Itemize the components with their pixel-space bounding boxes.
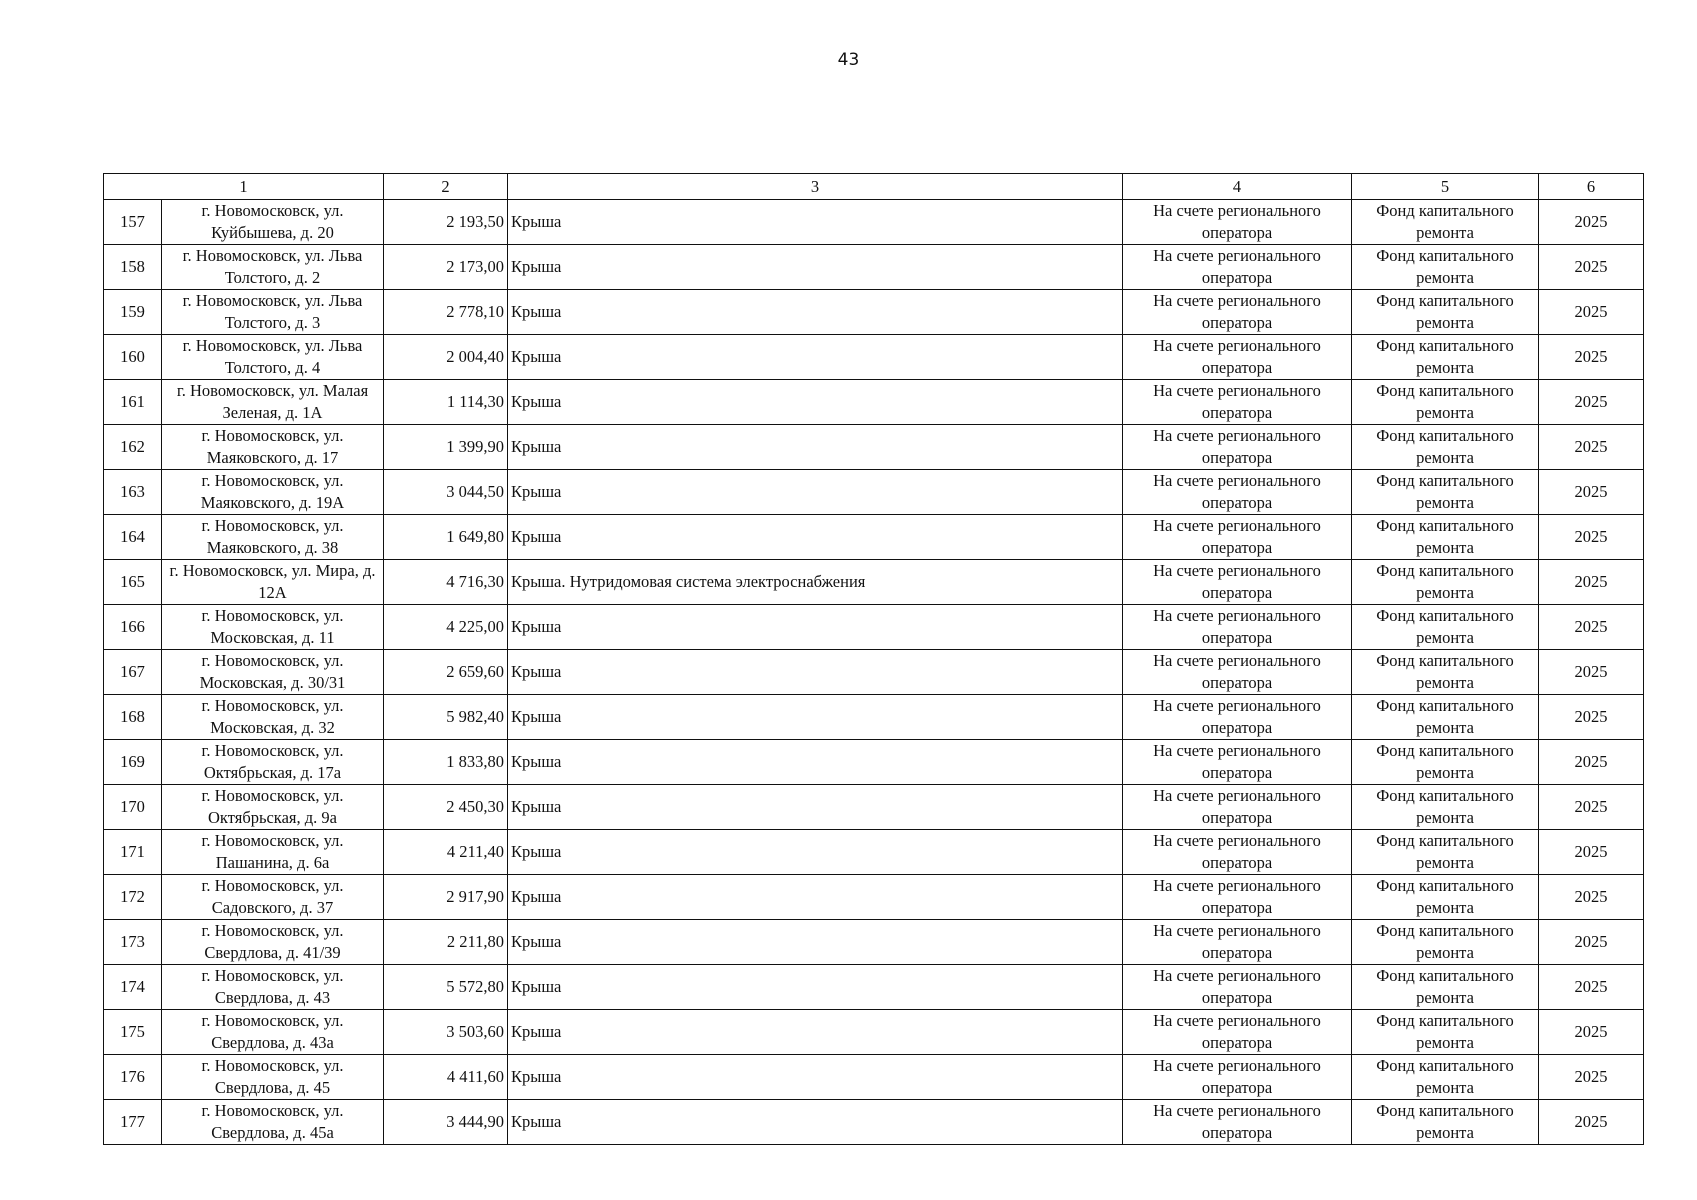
table-row bbox=[104, 1010, 1644, 1055]
header-col-2: 2 bbox=[384, 174, 508, 200]
row-number: 164 bbox=[104, 515, 162, 560]
year-cell: 2025 bbox=[1539, 1010, 1644, 1055]
table-row bbox=[104, 830, 1644, 875]
year-cell: 2025 bbox=[1539, 380, 1644, 425]
works-cell: Крыша bbox=[508, 605, 1123, 650]
table-row bbox=[104, 290, 1644, 335]
row-number: 168 bbox=[104, 695, 162, 740]
area-cell: 3 503,60 bbox=[384, 1010, 508, 1055]
table-row bbox=[104, 380, 1644, 425]
table-row bbox=[104, 1100, 1644, 1145]
account-cell: На счете регионального оператора bbox=[1123, 875, 1352, 920]
funding-source-cell: Фонд капитального ремонта bbox=[1352, 650, 1539, 695]
year-cell: 2025 bbox=[1539, 830, 1644, 875]
works-cell: Крыша bbox=[508, 335, 1123, 380]
funding-source-cell: Фонд капитального ремонта bbox=[1352, 470, 1539, 515]
table-row bbox=[104, 650, 1644, 695]
year-cell: 2025 bbox=[1539, 1055, 1644, 1100]
area-cell: 1 649,80 bbox=[384, 515, 508, 560]
works-cell: Крыша bbox=[508, 740, 1123, 785]
table-row bbox=[104, 425, 1644, 470]
account-cell: На счете регионального оператора bbox=[1123, 290, 1352, 335]
year-cell: 2025 bbox=[1539, 515, 1644, 560]
address-cell: г. Новомосковск, ул. Московская, д. 30/31 bbox=[162, 650, 384, 695]
account-cell: На счете регионального оператора bbox=[1123, 335, 1352, 380]
year-cell: 2025 bbox=[1539, 875, 1644, 920]
works-cell: Крыша bbox=[508, 785, 1123, 830]
year-cell: 2025 bbox=[1539, 425, 1644, 470]
funding-source-cell: Фонд капитального ремонта bbox=[1352, 830, 1539, 875]
funding-source-cell: Фонд капитального ремонта bbox=[1352, 560, 1539, 605]
header-col-1: 1 bbox=[104, 174, 384, 200]
header-col-4: 4 bbox=[1123, 174, 1352, 200]
funding-source-cell: Фонд капитального ремонта bbox=[1352, 335, 1539, 380]
funding-source-cell: Фонд капитального ремонта bbox=[1352, 965, 1539, 1010]
table-row bbox=[104, 785, 1644, 830]
account-cell: На счете регионального оператора bbox=[1123, 245, 1352, 290]
address-cell: г. Новомосковск, ул. Свердлова, д. 43а bbox=[162, 1010, 384, 1055]
works-cell: Крыша bbox=[508, 290, 1123, 335]
page-number: 43 bbox=[837, 50, 860, 70]
year-cell: 2025 bbox=[1539, 920, 1644, 965]
row-number: 171 bbox=[104, 830, 162, 875]
year-cell: 2025 bbox=[1539, 470, 1644, 515]
table-row bbox=[104, 695, 1644, 740]
address-cell: г. Новомосковск, ул. Малая Зеленая, д. 1А bbox=[162, 380, 384, 425]
address-cell: г. Новомосковск, ул. Льва Толстого, д. 3 bbox=[162, 290, 384, 335]
funding-source-cell: Фонд капитального ремонта bbox=[1352, 245, 1539, 290]
address-cell: г. Новомосковск, ул. Свердлова, д. 45 bbox=[162, 1055, 384, 1100]
year-cell: 2025 bbox=[1539, 965, 1644, 1010]
row-number: 176 bbox=[104, 1055, 162, 1100]
table-row bbox=[104, 200, 1644, 245]
capital-repair-table bbox=[103, 173, 1644, 1145]
year-cell: 2025 bbox=[1539, 695, 1644, 740]
row-number: 174 bbox=[104, 965, 162, 1010]
works-cell: Крыша bbox=[508, 965, 1123, 1010]
table-row bbox=[104, 740, 1644, 785]
row-number: 172 bbox=[104, 875, 162, 920]
funding-source-cell: Фонд капитального ремонта bbox=[1352, 290, 1539, 335]
funding-source-cell: Фонд капитального ремонта bbox=[1352, 425, 1539, 470]
row-number: 157 bbox=[104, 200, 162, 245]
area-cell: 2 450,30 bbox=[384, 785, 508, 830]
funding-source-cell: Фонд капитального ремонта bbox=[1352, 515, 1539, 560]
row-number: 173 bbox=[104, 920, 162, 965]
funding-source-cell: Фонд капитального ремонта bbox=[1352, 605, 1539, 650]
table-row bbox=[104, 470, 1644, 515]
address-cell: г. Новомосковск, ул. Московская, д. 32 bbox=[162, 695, 384, 740]
works-cell: Крыша bbox=[508, 1010, 1123, 1055]
address-cell: г. Новомосковск, ул. Куйбышева, д. 20 bbox=[162, 200, 384, 245]
table-row bbox=[104, 920, 1644, 965]
works-cell: Крыша bbox=[508, 245, 1123, 290]
address-cell: г. Новомосковск, ул. Садовского, д. 37 bbox=[162, 875, 384, 920]
header-col-3: 3 bbox=[508, 174, 1123, 200]
area-cell: 2 173,00 bbox=[384, 245, 508, 290]
funding-source-cell: Фонд капитального ремонта bbox=[1352, 875, 1539, 920]
account-cell: На счете регионального оператора bbox=[1123, 920, 1352, 965]
account-cell: На счете регионального оператора bbox=[1123, 695, 1352, 740]
row-number: 170 bbox=[104, 785, 162, 830]
account-cell: На счете регионального оператора bbox=[1123, 1010, 1352, 1055]
address-cell: г. Новомосковск, ул. Мира, д. 12А bbox=[162, 560, 384, 605]
row-number: 175 bbox=[104, 1010, 162, 1055]
address-cell: г. Новомосковск, ул. Маяковского, д. 38 bbox=[162, 515, 384, 560]
area-cell: 5 572,80 bbox=[384, 965, 508, 1010]
header-col-6: 6 bbox=[1539, 174, 1644, 200]
year-cell: 2025 bbox=[1539, 605, 1644, 650]
address-cell: г. Новомосковск, ул. Пашанина, д. 6а bbox=[162, 830, 384, 875]
works-cell: Крыша bbox=[508, 425, 1123, 470]
row-number: 167 bbox=[104, 650, 162, 695]
works-cell: Крыша bbox=[508, 920, 1123, 965]
address-cell: г. Новомосковск, ул. Свердлова, д. 45а bbox=[162, 1100, 384, 1145]
account-cell: На счете регионального оператора bbox=[1123, 740, 1352, 785]
account-cell: На счете регионального оператора bbox=[1123, 650, 1352, 695]
address-cell: г. Новомосковск, ул. Октябрьская, д. 9а bbox=[162, 785, 384, 830]
area-cell: 1 114,30 bbox=[384, 380, 508, 425]
account-cell: На счете регионального оператора bbox=[1123, 1100, 1352, 1145]
funding-source-cell: Фонд капитального ремонта bbox=[1352, 740, 1539, 785]
area-cell: 2 659,60 bbox=[384, 650, 508, 695]
account-cell: На счете регионального оператора bbox=[1123, 380, 1352, 425]
header-col-5: 5 bbox=[1352, 174, 1539, 200]
address-cell: г. Новомосковск, ул. Льва Толстого, д. 2 bbox=[162, 245, 384, 290]
area-cell: 4 716,30 bbox=[384, 560, 508, 605]
works-cell: Крыша bbox=[508, 200, 1123, 245]
works-cell: Крыша bbox=[508, 830, 1123, 875]
account-cell: На счете регионального оператора bbox=[1123, 200, 1352, 245]
row-number: 166 bbox=[104, 605, 162, 650]
row-number: 163 bbox=[104, 470, 162, 515]
funding-source-cell: Фонд капитального ремонта bbox=[1352, 1055, 1539, 1100]
year-cell: 2025 bbox=[1539, 740, 1644, 785]
works-cell: Крыша bbox=[508, 695, 1123, 740]
header-row bbox=[104, 174, 1644, 200]
row-number: 165 bbox=[104, 560, 162, 605]
table-row bbox=[104, 965, 1644, 1010]
address-cell: г. Новомосковск, ул. Маяковского, д. 19А bbox=[162, 470, 384, 515]
area-cell: 2 917,90 bbox=[384, 875, 508, 920]
row-number: 160 bbox=[104, 335, 162, 380]
account-cell: На счете регионального оператора bbox=[1123, 965, 1352, 1010]
address-cell: г. Новомосковск, ул. Московская, д. 11 bbox=[162, 605, 384, 650]
address-cell: г. Новомосковск, ул. Октябрьская, д. 17а bbox=[162, 740, 384, 785]
account-cell: На счете регионального оператора bbox=[1123, 425, 1352, 470]
row-number: 162 bbox=[104, 425, 162, 470]
year-cell: 2025 bbox=[1539, 200, 1644, 245]
year-cell: 2025 bbox=[1539, 1100, 1644, 1145]
works-cell: Крыша bbox=[508, 380, 1123, 425]
area-cell: 2 778,10 bbox=[384, 290, 508, 335]
account-cell: На счете регионального оператора bbox=[1123, 470, 1352, 515]
row-number: 161 bbox=[104, 380, 162, 425]
works-cell: Крыша bbox=[508, 650, 1123, 695]
area-cell: 1 833,80 bbox=[384, 740, 508, 785]
funding-source-cell: Фонд капитального ремонта bbox=[1352, 1010, 1539, 1055]
funding-source-cell: Фонд капитального ремонта bbox=[1352, 785, 1539, 830]
account-cell: На счете регионального оператора bbox=[1123, 785, 1352, 830]
area-cell: 3 044,50 bbox=[384, 470, 508, 515]
year-cell: 2025 bbox=[1539, 785, 1644, 830]
address-cell: г. Новомосковск, ул. Льва Толстого, д. 4 bbox=[162, 335, 384, 380]
funding-source-cell: Фонд капитального ремонта bbox=[1352, 920, 1539, 965]
works-cell: Крыша. Нутридомовая система электроснабжения bbox=[508, 560, 1123, 605]
table-row bbox=[104, 335, 1644, 380]
account-cell: На счете регионального оператора bbox=[1123, 1055, 1352, 1100]
account-cell: На счете регионального оператора bbox=[1123, 515, 1352, 560]
area-cell: 5 982,40 bbox=[384, 695, 508, 740]
table-row bbox=[104, 560, 1644, 605]
area-cell: 2 004,40 bbox=[384, 335, 508, 380]
year-cell: 2025 bbox=[1539, 290, 1644, 335]
year-cell: 2025 bbox=[1539, 560, 1644, 605]
funding-source-cell: Фонд капитального ремонта bbox=[1352, 1100, 1539, 1145]
table-header bbox=[104, 174, 1644, 200]
table-body bbox=[104, 200, 1644, 1145]
account-cell: На счете регионального оператора bbox=[1123, 605, 1352, 650]
year-cell: 2025 bbox=[1539, 335, 1644, 380]
address-cell: г. Новомосковск, ул. Свердлова, д. 41/39 bbox=[162, 920, 384, 965]
area-cell: 2 193,50 bbox=[384, 200, 508, 245]
table-row bbox=[104, 245, 1644, 290]
area-cell: 3 444,90 bbox=[384, 1100, 508, 1145]
row-number: 159 bbox=[104, 290, 162, 335]
year-cell: 2025 bbox=[1539, 650, 1644, 695]
table-row bbox=[104, 875, 1644, 920]
area-cell: 1 399,90 bbox=[384, 425, 508, 470]
area-cell: 4 211,40 bbox=[384, 830, 508, 875]
address-cell: г. Новомосковск, ул. Маяковского, д. 17 bbox=[162, 425, 384, 470]
row-number: 169 bbox=[104, 740, 162, 785]
works-cell: Крыша bbox=[508, 515, 1123, 560]
works-cell: Крыша bbox=[508, 1100, 1123, 1145]
year-cell: 2025 bbox=[1539, 245, 1644, 290]
area-cell: 4 411,60 bbox=[384, 1055, 508, 1100]
funding-source-cell: Фонд капитального ремонта bbox=[1352, 200, 1539, 245]
address-cell: г. Новомосковск, ул. Свердлова, д. 43 bbox=[162, 965, 384, 1010]
works-cell: Крыша bbox=[508, 1055, 1123, 1100]
funding-source-cell: Фонд капитального ремонта bbox=[1352, 380, 1539, 425]
table-row bbox=[104, 515, 1644, 560]
row-number: 158 bbox=[104, 245, 162, 290]
account-cell: На счете регионального оператора bbox=[1123, 830, 1352, 875]
area-cell: 2 211,80 bbox=[384, 920, 508, 965]
works-cell: Крыша bbox=[508, 470, 1123, 515]
account-cell: На счете регионального оператора bbox=[1123, 560, 1352, 605]
works-cell: Крыша bbox=[508, 875, 1123, 920]
table-row bbox=[104, 605, 1644, 650]
row-number: 177 bbox=[104, 1100, 162, 1145]
table-row bbox=[104, 1055, 1644, 1100]
funding-source-cell: Фонд капитального ремонта bbox=[1352, 695, 1539, 740]
area-cell: 4 225,00 bbox=[384, 605, 508, 650]
